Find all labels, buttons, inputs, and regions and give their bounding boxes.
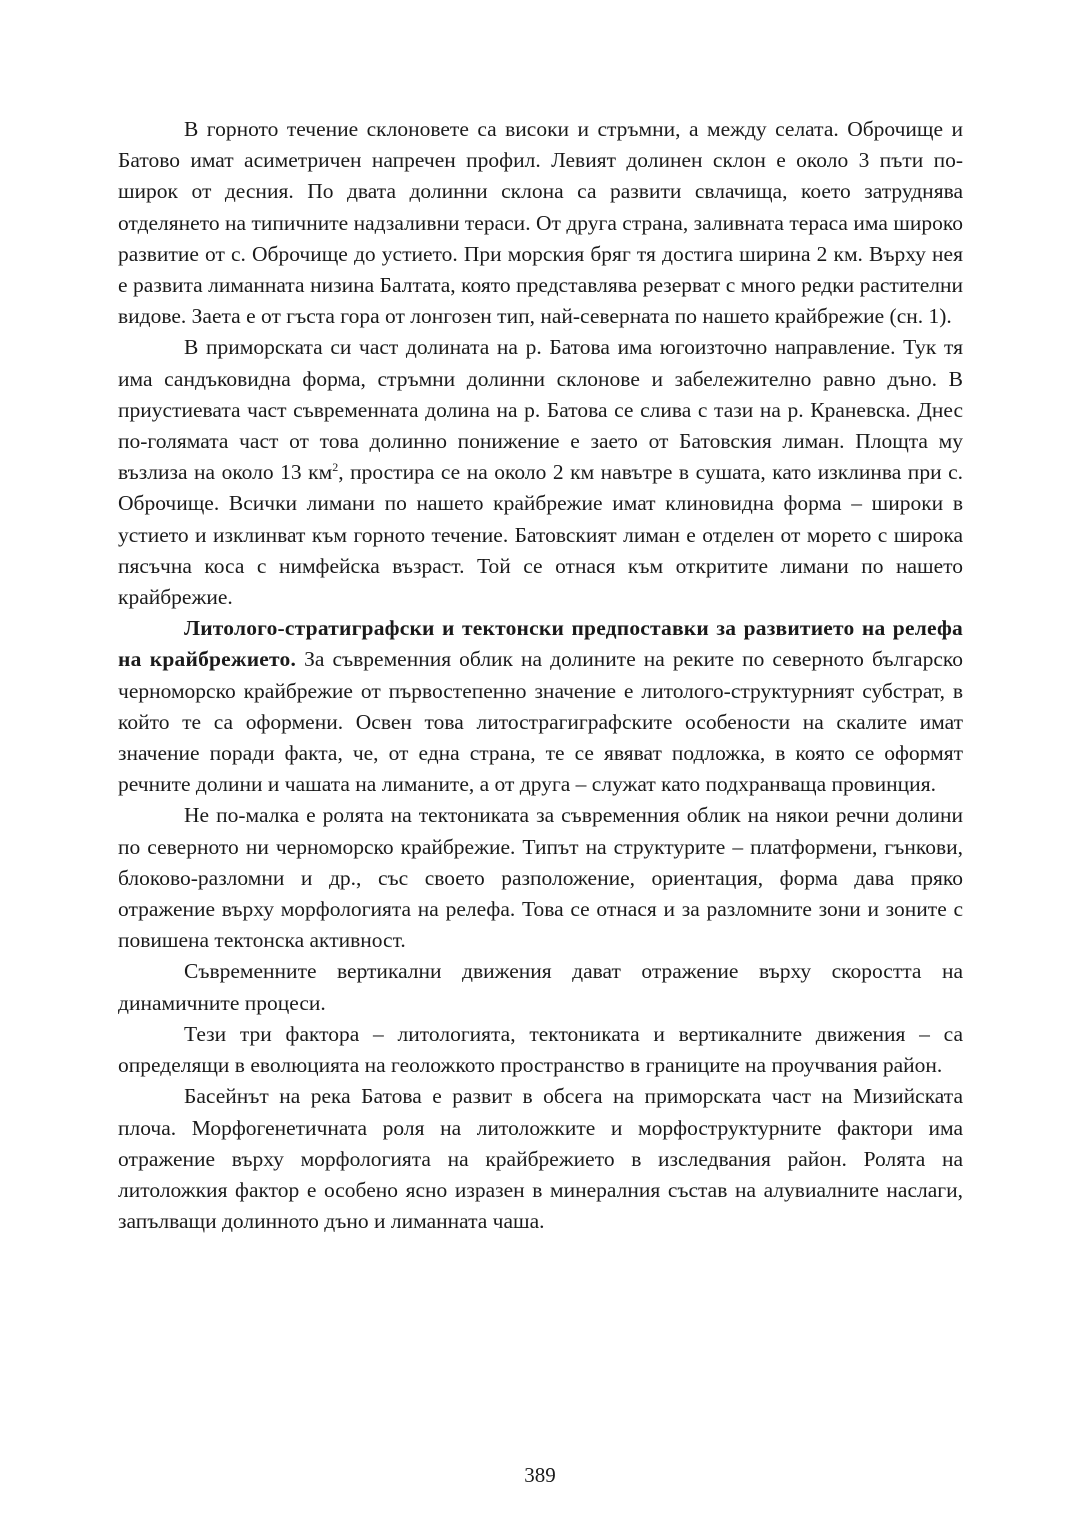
- paragraph-coastal-valley-text-start: В приморската си част долината на р. Батова има югоизточно направление. Тук тя има сандъковидна форма, стръмни долинни склонове и забележително равно дъно. В приустиевата част съвременната долина на р. Батова се слива с тази на р. Краневска. Днес по-голямата част от това долинно понижение е заето от Батовския лиман. Площта му възлиза на около 13 км: [118, 335, 963, 485]
- page-body: [118, 114, 963, 1237]
- page-number: 389: [524, 1463, 556, 1487]
- paragraph-coastal-valley: [118, 332, 963, 613]
- section-heading-body: За съвременния облик на долините на реките по северното българско черноморско крайбрежие от първостепенно значение е литолого-структурният субстрат, в който те са оформени. Освен това литострагиграфските особености на скалите имат значение поради факта, че, от една страна, те се явяват подложка, в която се оформят речните долини и чашата на лиманите, а от друга – служат като подхранваща провинция.: [118, 647, 963, 797]
- paragraph-three-factors: Тези три фактора – литологията, тектониката и вертикалните движения – са определящи в еволюцията на геоложкото пространство в границите на проучвания район.: [118, 1021, 963, 1078]
- paragraph-lithology-section: [118, 613, 963, 800]
- paragraph-vertical-movements: Съвременните вертикални движения дават отражение върху скоростта на динамичните процеси.: [118, 959, 963, 1015]
- area-unit-superscript: 2: [332, 460, 339, 475]
- paragraph-tectonics: Не по-малка е ролята на тектониката за съвременния облик на някои речни долини по северното ни черноморско крайбрежие. Типът на структурите – платформени, гънкови, блоково-разломни и др., със своето разположение, ориентация, форма дава пряко отражение върху морфологията на релефа. Това се отнася и за разломните зони и зоните с повишена тектонска активност.: [118, 803, 963, 953]
- paragraph-batova-basin: Басейнът на река Батова е развит в обсега на приморската част на Мизийската плоча. Морфогенетичната роля на литоложките и морфоструктурните фактори има отражение върху морфологията на крайбрежието в изследвания район. Ролята на литоложкия фактор е особено ясно изразен в минералния състав на алувиалните наслаги, запълващи долинното дъно и лиманната чаша.: [118, 1084, 963, 1234]
- paragraph-upper-course: В горното течение склоновете са високи и стръмни, а между селата. Оброчище и Батово имат асиметричен напречен профил. Левият долинен склон е около 3 пъти по-широк от десния. По двата долинни склона са развити свлачища, което затруднява отделянето на типичните надзаливни тераси. От друга страна, заливната тераса има широко развитие от с. Оброчище до устието. При морския бряг тя достига ширина 2 км. Върху нея е развита лиманната низина Балтата, която представлява резерват с много редки растителни видове. Заета е от гъста гора от лонгозен тип, най-северната по нашето крайбрежие (сн. 1).: [118, 117, 963, 329]
- paragraph-coastal-valley-text-end: , простира се на около 2 км навътре в сушата, като изклинва при с. Оброчище. Всички лимани по нашето крайбрежие имат клиновидна форма – широки в устието и изклинват към горното течение. Батовският лиман е отделен от морето с широка пясъчна коса с нимфейска възраст. Той се отнася към откритите лимани по нашето крайбрежие.: [118, 460, 964, 610]
- section-heading: Литолого-стратиграфски и тектонски предпоставки за развитието на релефа на крайбрежието.: [118, 616, 963, 672]
